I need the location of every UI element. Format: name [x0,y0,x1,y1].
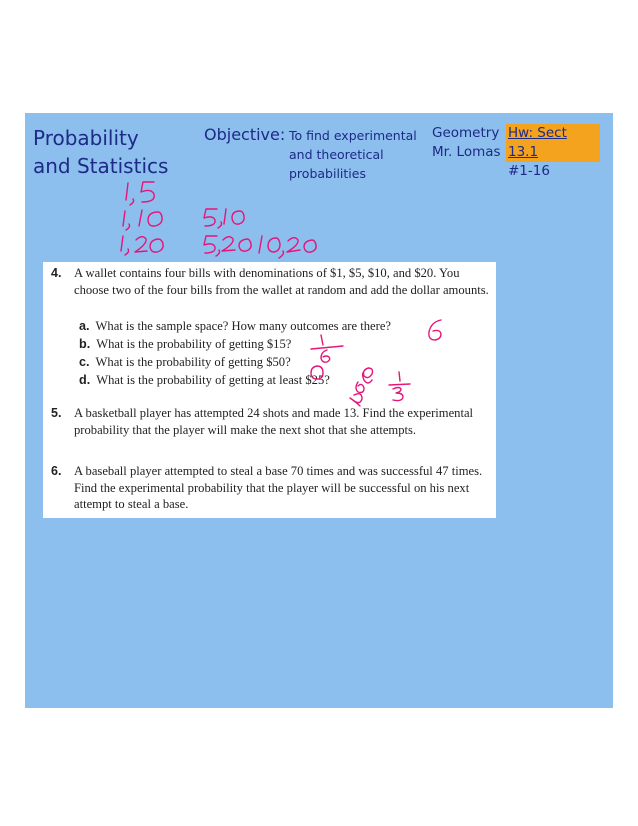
part-letter: b. [79,337,91,351]
teacher-name: Mr. Lomas [432,144,501,160]
title-line-2: and Statistics [33,154,169,178]
problem-part [79,354,291,371]
problem-set [43,262,496,518]
course-name: Geometry [432,125,500,141]
part-text: What is the probability of getting $50? [95,355,291,369]
problem-number: 5. [51,406,62,420]
course-info [432,124,501,162]
homework-line-2: #1-16 [508,163,550,179]
problem-text: A wallet contains four bills with denominations of $1, $5, $10, and $20. You choose two of the four bills from the wallet at random and add the dollar amounts. [74,266,489,297]
part-letter: c. [79,355,90,369]
homework-line-1: Hw: Sect 13.1 [508,125,567,160]
objective-label: Objective: [204,125,286,144]
problem-part [79,336,291,353]
title-line-1: Probability [33,126,139,150]
problem-text: A baseball player attempted to steal a base 70 times and was successful 47 times. Find the experimental probability that the player will be successful on his next attempt to steal a base. [74,464,483,511]
objective-line-1: To find experimental [289,128,417,143]
problem-text: A basketball player has attempted 24 shots and made 13. Find the experimental probability that the player will make the next shot that she attempts. [74,406,474,437]
problem-number: 6. [51,464,62,478]
part-text: What is the probability of getting at least $25? [96,373,330,387]
part-letter: d. [79,373,91,387]
homework-box [506,124,600,179]
slide-title [33,124,183,180]
objective-text [289,126,429,183]
part-letter: a. [79,319,90,333]
part-text: What is the probability of getting $15? [96,337,292,351]
objective-line-3: probabilities [289,166,366,181]
problem-part [79,318,391,335]
problem-part [79,372,330,389]
part-text: What is the sample space? How many outcomes are there? [95,319,392,333]
problem-number: 4. [51,266,62,280]
objective-line-2: and theoretical [289,147,384,162]
